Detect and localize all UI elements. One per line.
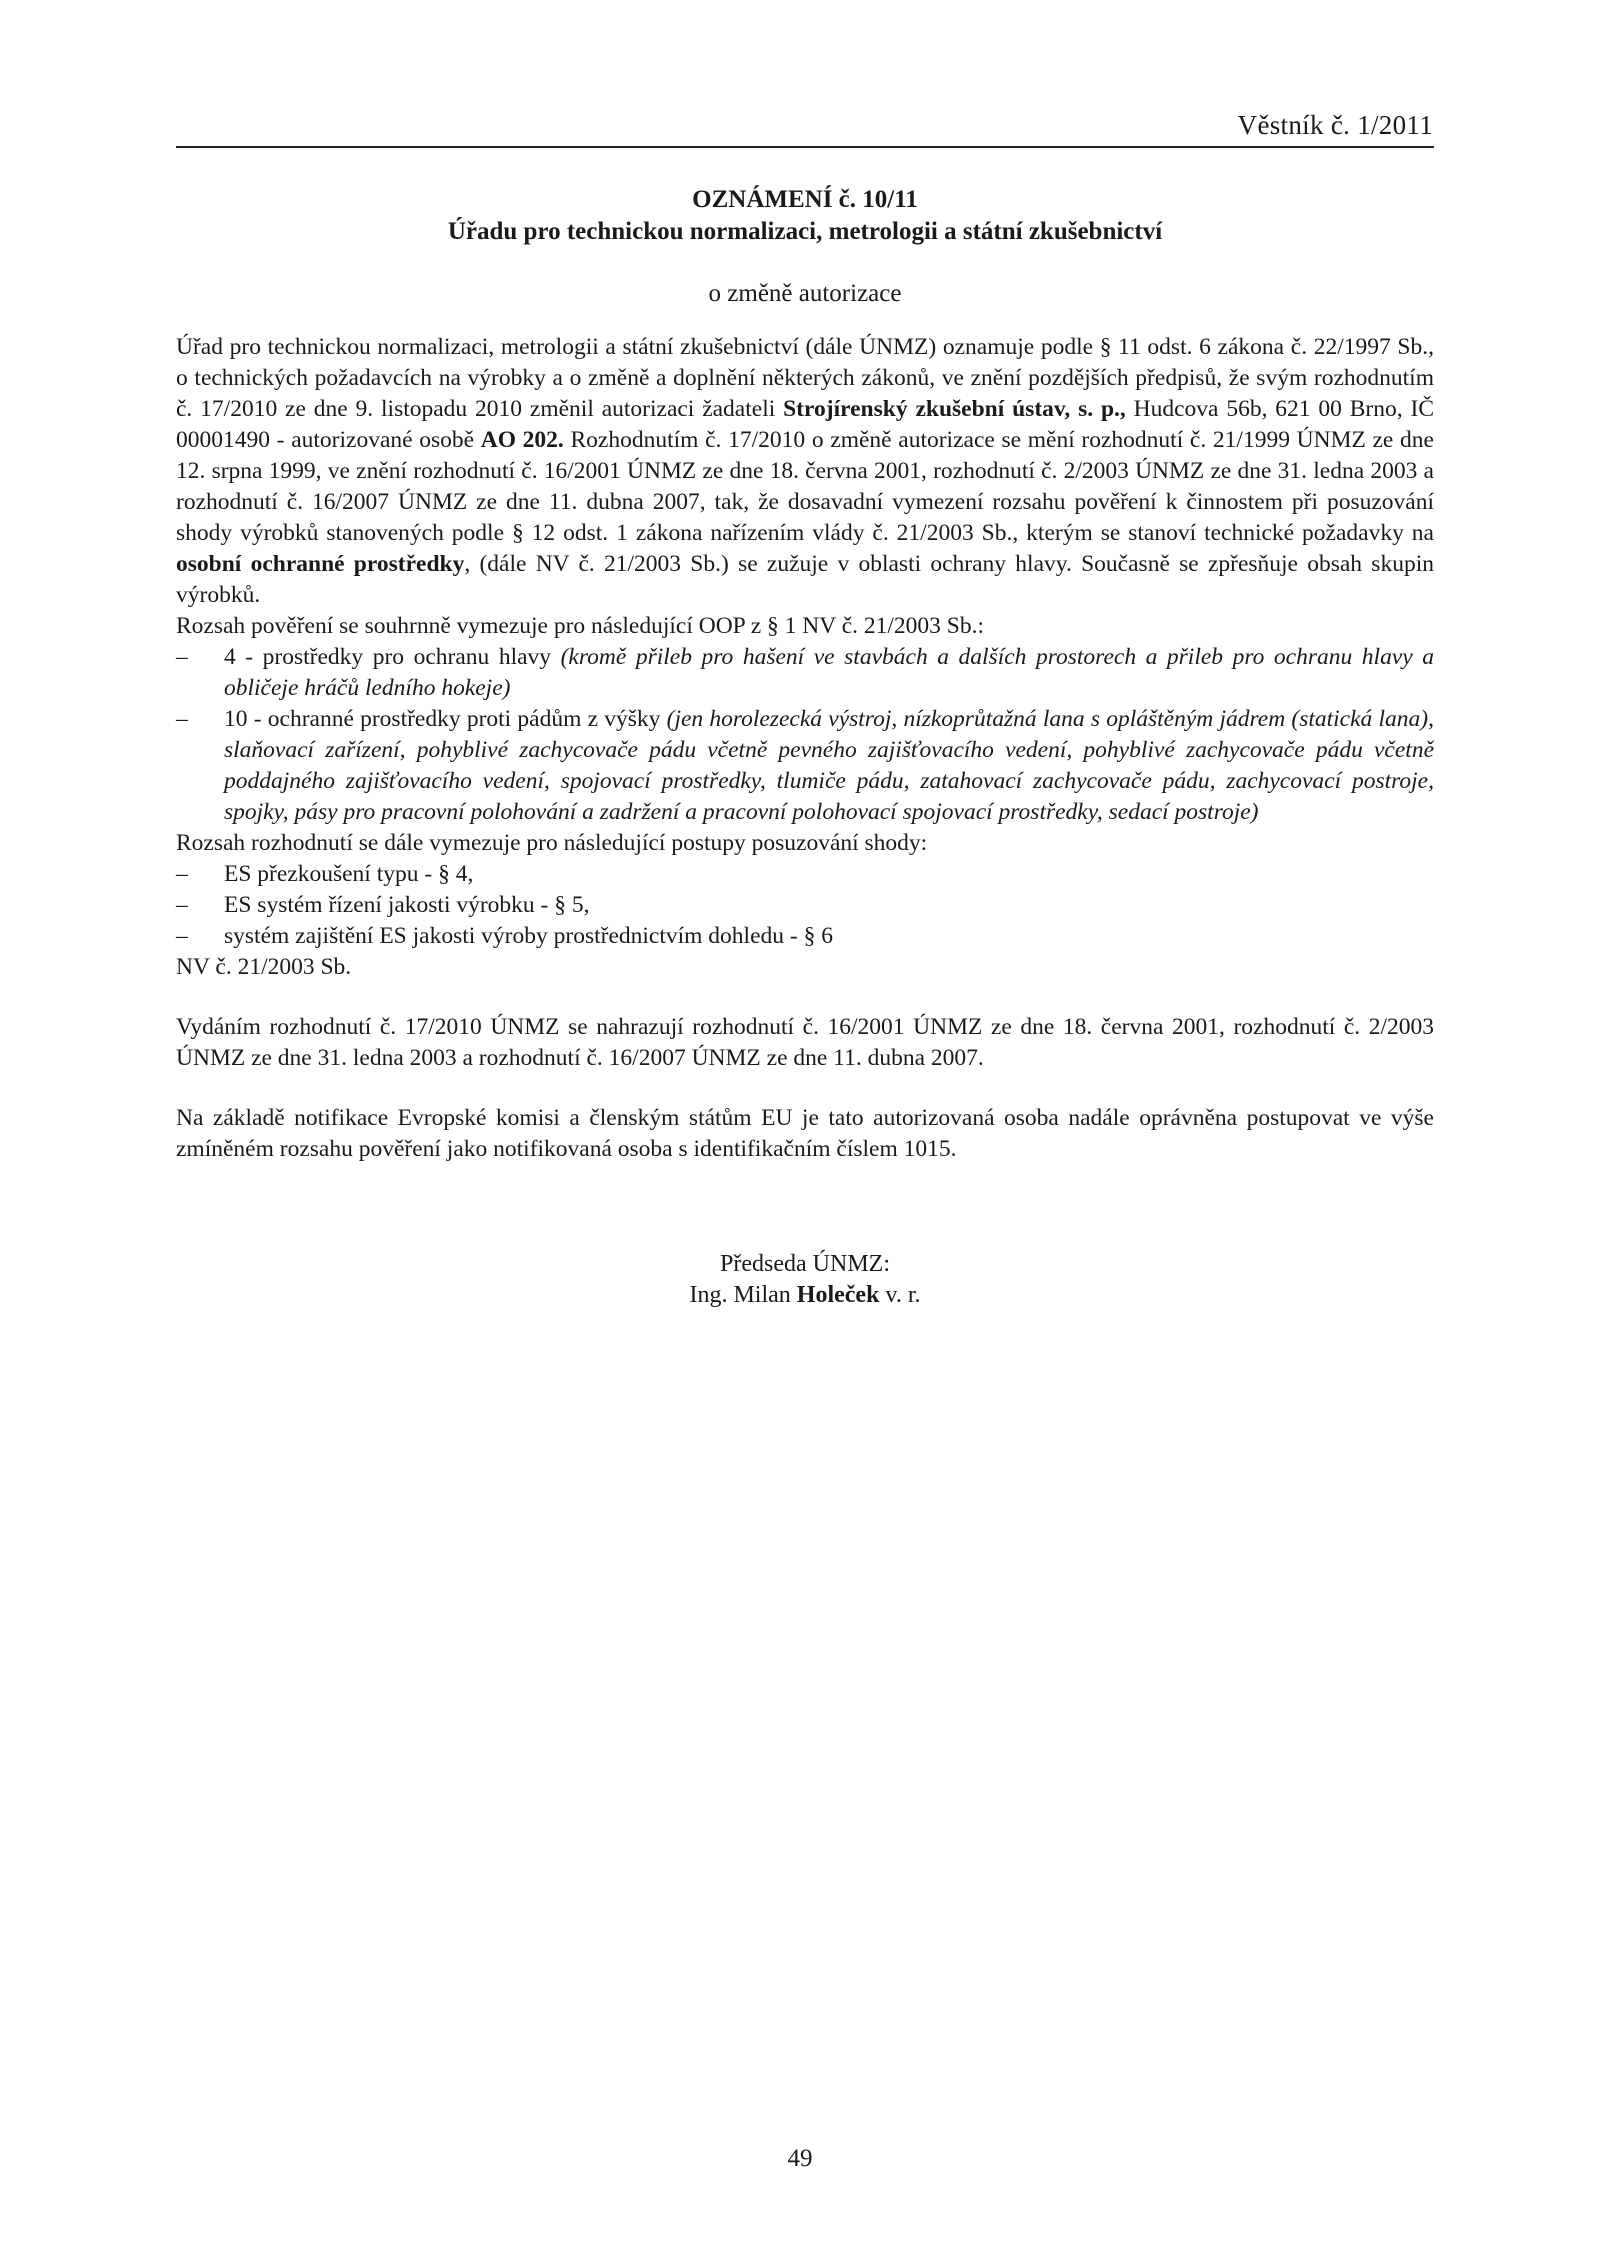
notice-body — [176, 332, 1434, 1165]
signature-block — [176, 1249, 1434, 1311]
paragraph-text: Úřad pro technickou normalizaci, metrologii a státní zkušebnictví (dále ÚNMZ) oznamuje podle § 11 odst. 6 zákona č. 22/1997 Sb., o technických požadavcích na výrobky a o změně a doplnění některých zákonů, ve znění pozdějších předpisů, že svým rozhodnutím č. 17/2010 ze dne 9. listopadu 2010 změnil autorizaci žadateli — [176, 334, 1434, 422]
scope-intro: Rozsah pověření se souhrnně vymezuje pro následující OOP z § 1 NV č. 21/2003 Sb.: — [176, 613, 984, 639]
notice-subject: o změně autorizace — [708, 280, 902, 307]
applicant-name: Strojírenský zkušební ústav, s. p., — [783, 396, 1126, 422]
procedure-text: ES systém řízení jakosti výrobku - § 5, — [224, 892, 590, 918]
list-item — [176, 890, 1434, 921]
page-number: 49 — [787, 2145, 813, 2172]
signatory-name: Ing. Milan Holeček v. r. — [689, 1282, 921, 1308]
notice-heading — [176, 184, 1434, 310]
paragraph-text: Hudcova 56b, 621 00 Brno, IČ 00001490 - autorizované osobě — [176, 396, 1434, 453]
list-dash: – — [176, 706, 188, 732]
procedures-intro: Rozsah rozhodnutí se dále vymezuje pro následující postupy posuzování shody: — [176, 830, 928, 856]
paragraph-text: Rozhodnutím č. 17/2010 o změně autorizace se mění rozhodnutí č. 21/1999 ÚNMZ ze dne 12. srpna 1999, ve znění rozhodnutí č. 16/2001 ÚNMZ ze dne 18. června 2001, rozhodnutí č. 2/2003 ÚNMZ ze dne 31. ledna 2003 a rozhodnutí č. 16/2007 ÚNMZ ze dne 11. dubna 2007, tak, že dosavadní vymezení rozsahu pověření k činnostem při posuzování shody výrobků stanovených podle § 12 odst. 1 zákona nařízením vlády č. 21/2003 Sb., kterým se stanoví technické požadavky na — [176, 427, 1434, 546]
item-note: (kromě přileb pro hašení ve stavbách a dalších prostorech a přileb pro ochranu hlavy a obličeje hráčů ledního hokeje) — [224, 644, 1434, 701]
paragraph-replacement: Vydáním rozhodnutí č. 17/2010 ÚNMZ se nahrazují rozhodnutí č. 16/2001 ÚNMZ ze dne 18. června 2001, rozhodnutí č. 2/2003 ÚNMZ ze dne 31. ledna 2003 a rozhodnutí č. 16/2007 ÚNMZ ze dne 11. dubna 2007. — [176, 1014, 1434, 1071]
list-item — [176, 704, 1434, 828]
paragraph-notification: Na základě notifikace Evropské komisi a členským státům EU je tato autorizovaná osoba nadále oprávněna postupovat ve výše zmíněném rozsahu pověření jako notifikovaná osoba s identifikačním číslem 1015. — [176, 1105, 1434, 1162]
signatory-surname: Holeček — [796, 1282, 880, 1308]
list-dash: – — [176, 644, 188, 670]
list-dash: – — [176, 923, 188, 949]
list-item — [176, 859, 1434, 890]
list-item — [176, 642, 1434, 704]
signatory-role: Předseda ÚNMZ: — [720, 1251, 890, 1277]
journal-reference: Věstník č. 1/2011 — [1237, 110, 1433, 140]
procedure-text: ES přezkoušení typu - § 4, — [224, 861, 474, 887]
procedures-outro: NV č. 21/2003 Sb. — [176, 954, 352, 980]
header-divider — [176, 146, 1434, 148]
paragraph-authorization-change — [176, 332, 1434, 611]
list-dash: – — [176, 892, 188, 918]
procedure-text: systém zajištění ES jakosti výroby prostřednictvím dohledu - § 6 — [224, 923, 833, 949]
notice-title: OZNÁMENÍ č. 10/11 — [692, 186, 918, 213]
list-item — [176, 921, 1434, 952]
item-lead: 10 - ochranné prostředky proti pádům z výšky — [224, 706, 667, 732]
authorized-body-code: AO 202. — [480, 427, 564, 453]
item-lead: 4 - prostředky pro ochranu hlavy — [224, 644, 561, 670]
product-category: osobní ochranné prostředky — [176, 551, 465, 577]
paragraph-text: , (dále NV č. 21/2003 Sb.) se zužuje v oblasti ochrany hlavy. Současně se zpřesňuje obsah skupin výrobků. — [176, 551, 1434, 608]
notice-issuer: Úřadu pro technickou normalizaci, metrologii a státní zkušebnictví — [447, 218, 1163, 245]
list-dash: – — [176, 861, 188, 887]
item-note: (jen horolezecká výstroj, nízkoprůtažná lana s opláštěným jádrem (statická lana), slaňovací zařízení, pohyblivé zachycovače pádu včetně pevného zajišťovacího vedení, pohyblivé zachycovače pádu včetně poddajného zajišťovacího vedení, spojovací prostředky, tlumiče pádu, zatahovací zachycovače pádu, zachycovací postroje, spojky, pásy pro pracovní polohování a zadržení a pracovní polohovací spojovací prostředky, sedací postroje) — [224, 706, 1434, 825]
